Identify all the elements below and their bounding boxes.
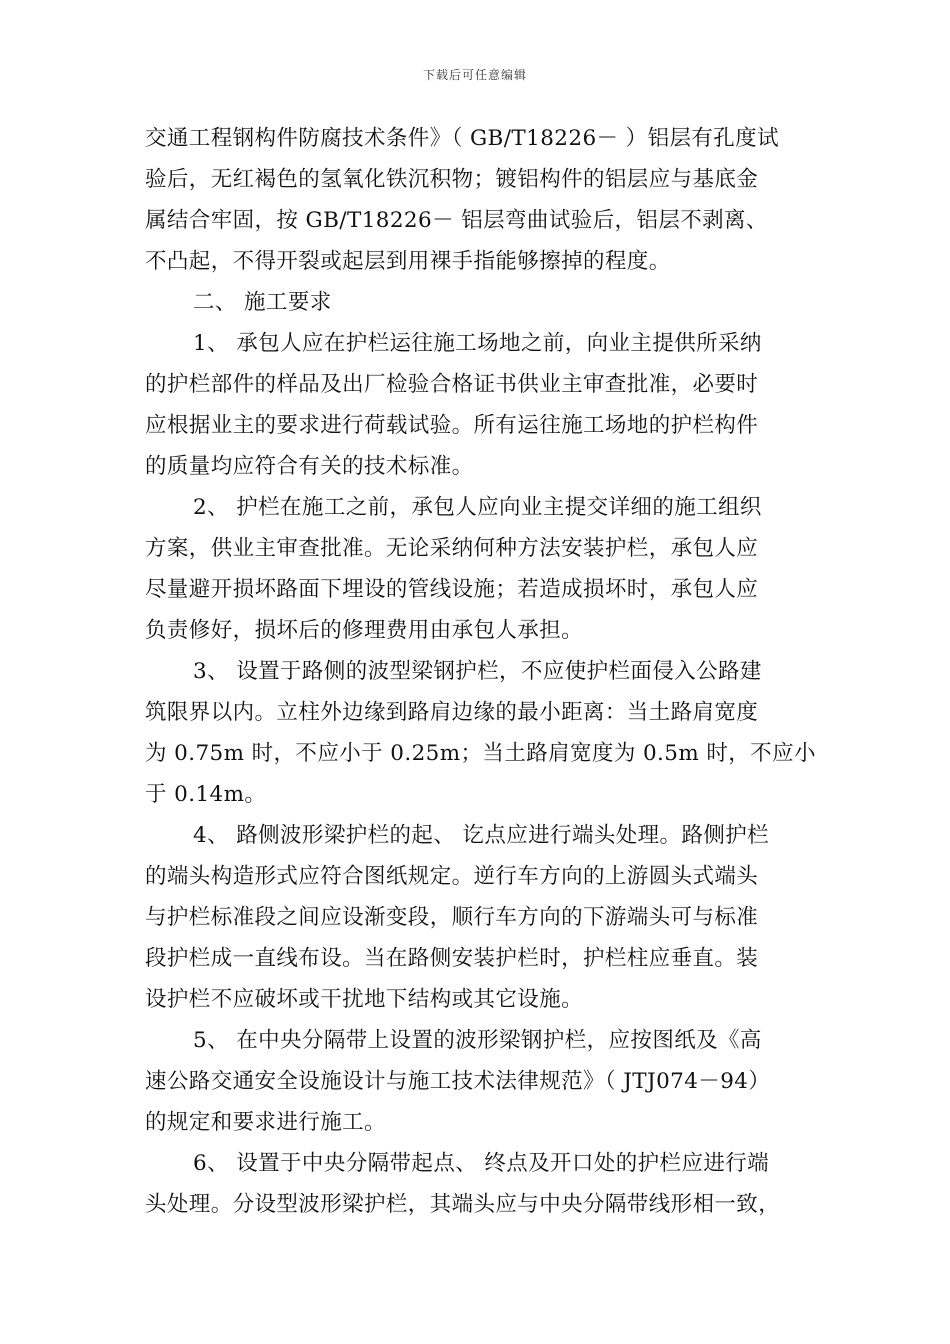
page-header-note: 下载后可任意编辑 bbox=[422, 68, 527, 82]
text-line: 设护栏不应破坏或干扰地下结构或其它设施。 bbox=[145, 987, 584, 1012]
text-line: 5、 在中央分隔带上设置的波形梁钢护栏，应按图纸及《高 bbox=[193, 1028, 762, 1053]
text-line: 筑限界以内。立柱外边缘到路肩边缘的最小距离：当土路肩宽度 bbox=[145, 700, 759, 725]
text-line: 属结合牢固，按 GB/T18226－ 铝层弯曲试验后，铝层不剥离、 bbox=[145, 208, 768, 233]
text-line: 于 0.14m。 bbox=[145, 782, 267, 807]
text-line: 段护栏成一直线布设。当在路侧安装护栏时，护栏柱应垂直。装 bbox=[145, 946, 759, 971]
text-line: 负责修好，损坏后的修理费用由承包人承担。 bbox=[145, 618, 584, 643]
text-line: 1、 承包人应在护栏运往施工场地之前，向业主提供所采纳 bbox=[193, 331, 762, 356]
text-line: 3、 设置于路侧的波型梁钢护栏，不应使护栏面侵入公路建 bbox=[193, 659, 762, 684]
text-line: 尽量避开损坏路面下埋设的管线设施；若造成损坏时，承包人应 bbox=[145, 577, 759, 602]
text-line: 4、 路侧波形梁护栏的起、 讫点应进行端头处理。路侧护栏 bbox=[193, 823, 770, 848]
text-line: 6、 设置于中央分隔带起点、 终点及开口处的护栏应进行端 bbox=[193, 1151, 770, 1176]
text-line: 的质量均应符合有关的技术标准。 bbox=[145, 454, 474, 479]
text-line: 不凸起，不得开裂或起层到用裸手指能够擦掉的程度。 bbox=[145, 249, 671, 274]
text-line: 与护栏标准段之间应设渐变段，顺行车方向的下游端头可与标准 bbox=[145, 905, 759, 930]
text-line: 应根据业主的要求进行荷载试验。所有运往施工场地的护栏构件 bbox=[145, 413, 759, 438]
text-line: 的端头构造形式应符合图纸规定。逆行车方向的上游圆头式端头 bbox=[145, 864, 759, 889]
text-line: 的规定和要求进行施工。 bbox=[145, 1110, 386, 1135]
text-line: 交通工程钢构件防腐技术条件》（ GB/T18226－ ）铝层有孔度试 bbox=[145, 126, 779, 151]
text-line: 验后，无红褐色的氢氧化铁沉积物；镀铝构件的铝层应与基底金 bbox=[145, 167, 759, 192]
text-line: 2、 护栏在施工之前，承包人应向业主提交详细的施工组织 bbox=[193, 495, 762, 520]
text-line: 方案，供业主审查批准。无论采纳何种方法安装护栏，承包人应 bbox=[145, 536, 759, 561]
text-line: 速公路交通安全设施设计与施工技术法律规范》（ JTJ074－94） bbox=[145, 1069, 771, 1094]
text-line: 头处理。分设型波形梁护栏，其端头应与中央分隔带线形相一致， bbox=[145, 1192, 781, 1217]
text-line: 二、 施工要求 bbox=[193, 290, 332, 315]
text-line: 为 0.75m 时，不应小于 0.25m；当土路肩宽度为 0.5m 时，不应小 bbox=[145, 741, 816, 766]
document-body bbox=[145, 118, 816, 1225]
text-line: 的护栏部件的样品及出厂检验合格证书供业主审查批准，必要时 bbox=[145, 372, 759, 397]
